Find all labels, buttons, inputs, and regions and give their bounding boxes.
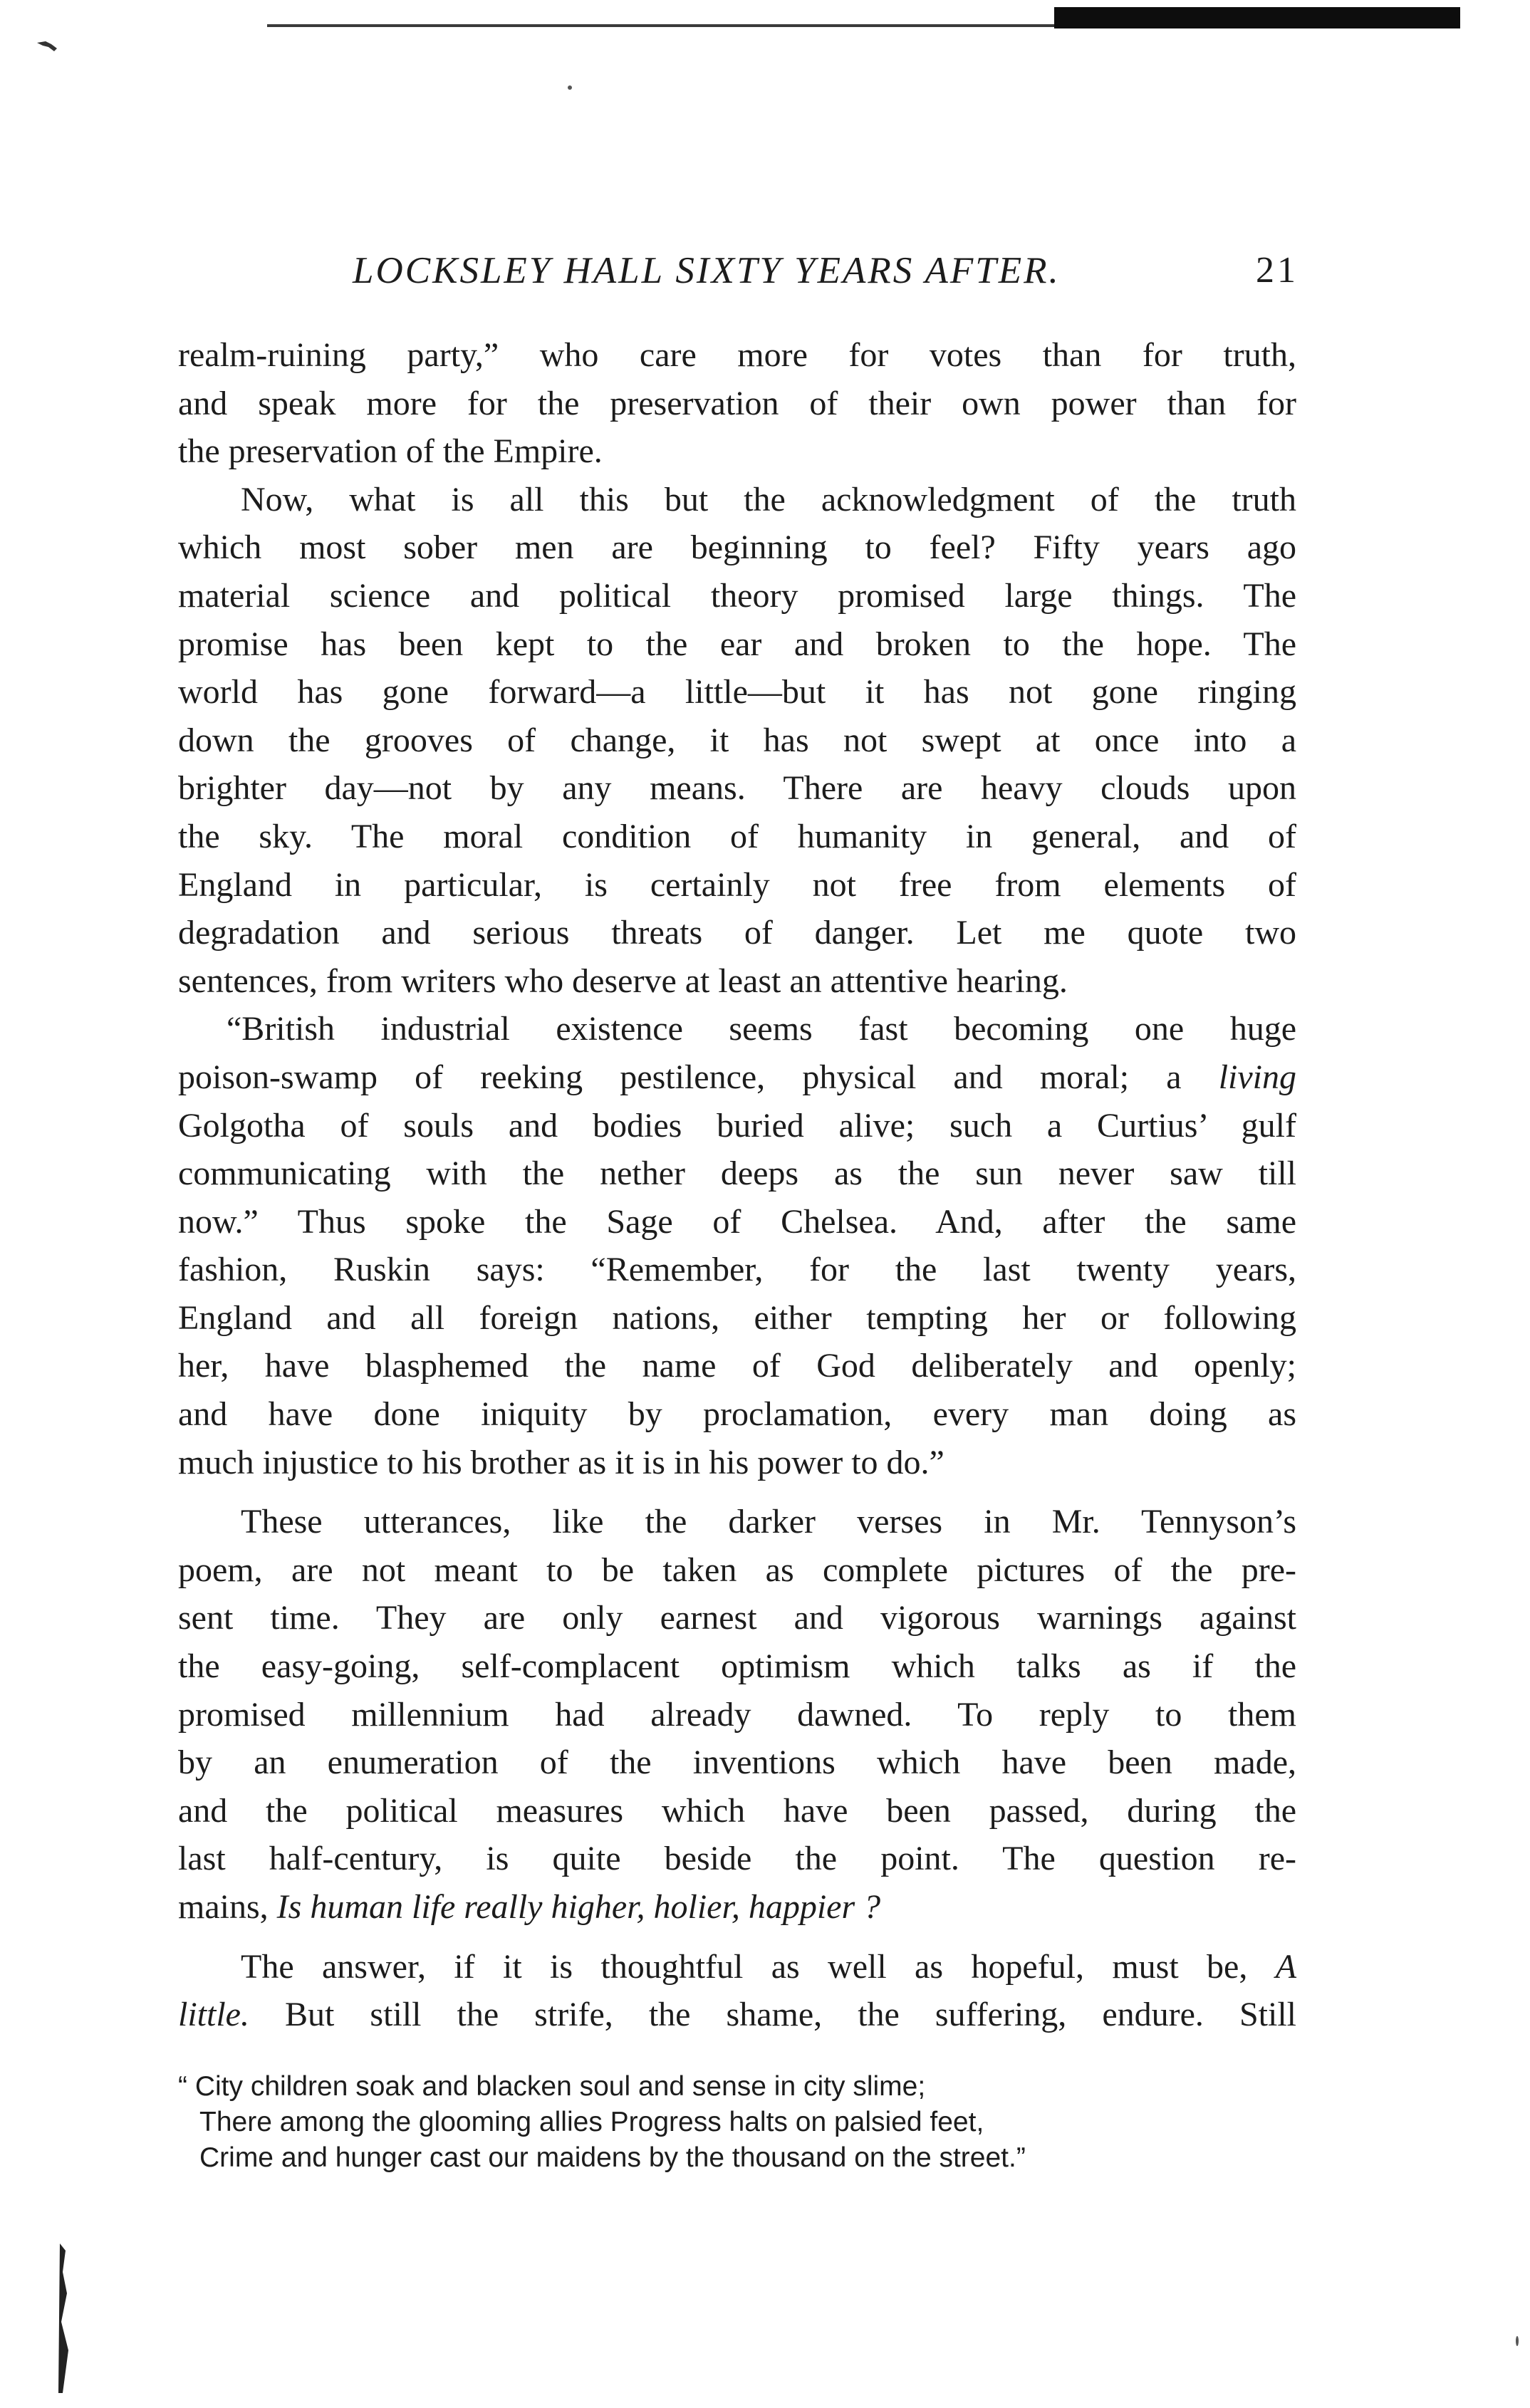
page-number: 21: [1256, 250, 1299, 291]
text-line: by an enumeration of the inventions which have been made,: [178, 1744, 1296, 1782]
text-line: down the grooves of change, it has not swept at once into a: [178, 721, 1296, 759]
text-line: communicating with the nether deeps as the sun never saw till: [178, 1155, 1296, 1193]
text-line: the preservation of the Empire.: [178, 432, 603, 471]
text-line: “British industrial existence seems fast becoming one huge: [227, 1010, 1296, 1048]
paragraph-gap: [178, 1486, 1296, 1498]
footnote-line: Crime and hunger cast our maidens by the thousand on the street.”: [199, 2142, 1026, 2173]
text-line: much injustice to his brother as it is in his power to do.”: [178, 1443, 944, 1481]
text-line: sent time. They are only earnest and vigorous warnings against: [178, 1599, 1296, 1637]
text-line: last half-century, is quite beside the point. The question re-: [178, 1840, 1296, 1878]
text-line: which most sober men are beginning to feel? Fifty years ago: [178, 528, 1296, 567]
spine-scan-mark: [58, 2243, 70, 2393]
text-line: England and all foreign nations, either tempting her or following: [178, 1298, 1296, 1337]
footnote-line: “ City children soak and blacken soul and sense in city slime;: [178, 2071, 926, 2102]
text-line: and speak more for the preservation of their own power than for: [178, 384, 1296, 422]
running-head: LOCKSLEY HALL SIXTY YEARS AFTER.: [353, 250, 1061, 291]
text-line: world has gone forward—a little—but it has not gone ringing: [178, 673, 1296, 712]
text-line-with-italic: [178, 1053, 1296, 1102]
text-line: and have done iniquity by proclamation, every man doing as: [178, 1395, 1296, 1434]
text-line: realm-ruining party,” who care more for votes than for truth,: [178, 336, 1296, 374]
text-line: These utterances, like the darker verses in Mr. Tennyson’s: [241, 1503, 1296, 1541]
text-segment: The answer, if it is thoughtful as well as hopeful, must be,: [241, 1947, 1248, 1986]
text-line: poem, are not meant to be taken as complete pictures of the pre-: [178, 1550, 1296, 1589]
text-line: brighter day—not by any means. There are heavy clouds upon: [178, 769, 1296, 808]
text-line: Now, what is all this but the acknowledgment of the truth: [241, 480, 1296, 518]
text-line: promise has been kept to the ear and broken to the hope. The: [178, 625, 1296, 663]
footnote-line: There among the glooming allies Progress halts on palsied feet,: [199, 2107, 984, 2137]
text-line-with-italic: [178, 1943, 1296, 1991]
text-segment: But still the strife, the shame, the suffering, endure. Still: [285, 1996, 1296, 2034]
text-line: material science and political theory promised large things. The: [178, 576, 1296, 615]
text-line: the easy-going, self-complacent optimism which talks as if the: [178, 1647, 1296, 1686]
text-line: sentences, from writers who deserve at least an attentive hearing.: [178, 961, 1068, 1000]
text-line: her, have blasphemed the name of God deliberately and openly;: [178, 1347, 1296, 1385]
text-line: degradation and serious threats of danger. Let me quote two: [178, 914, 1296, 952]
top-scan-bar: [1054, 7, 1460, 28]
corner-scan-mark: [36, 38, 61, 63]
text-line: the sky. The moral condition of humanity in general, and of: [178, 817, 1296, 855]
scan-speck: [568, 85, 572, 90]
scan-speck: [1516, 2336, 1519, 2346]
paragraph-gap: [178, 1932, 1296, 1943]
text-segment: mains,: [178, 1888, 269, 1926]
text-segment: poison-swamp of reeking pestilence, physical and moral; a: [178, 1058, 1182, 1096]
text-line: promised millennium had already dawned. To reply to them: [178, 1695, 1296, 1734]
text-line: Golgotha of souls and bodies buried alive; such a Curtius’ gulf: [178, 1106, 1296, 1145]
body-text: [178, 331, 1296, 2039]
text-line-with-italic: [178, 1991, 1296, 2039]
text-line: England in particular, is certainly not free from elements of: [178, 865, 1296, 904]
footnote-verse: [178, 2069, 1247, 2176]
italic-question: Is human life really higher, holier, happier ?: [276, 1888, 881, 1926]
text-line: fashion, Ruskin says: “Remember, for the last twenty years,: [178, 1251, 1296, 1289]
text-line: and the political measures which have been passed, during the: [178, 1791, 1296, 1830]
text-line: now.” Thus spoke the Sage of Chelsea. And, after the same: [178, 1202, 1296, 1241]
italic-a: A: [1275, 1947, 1297, 1986]
italic-word-living: living: [1218, 1058, 1297, 1096]
text-line-with-italic: [178, 1883, 1296, 1932]
italic-little: little.: [178, 1996, 249, 2034]
